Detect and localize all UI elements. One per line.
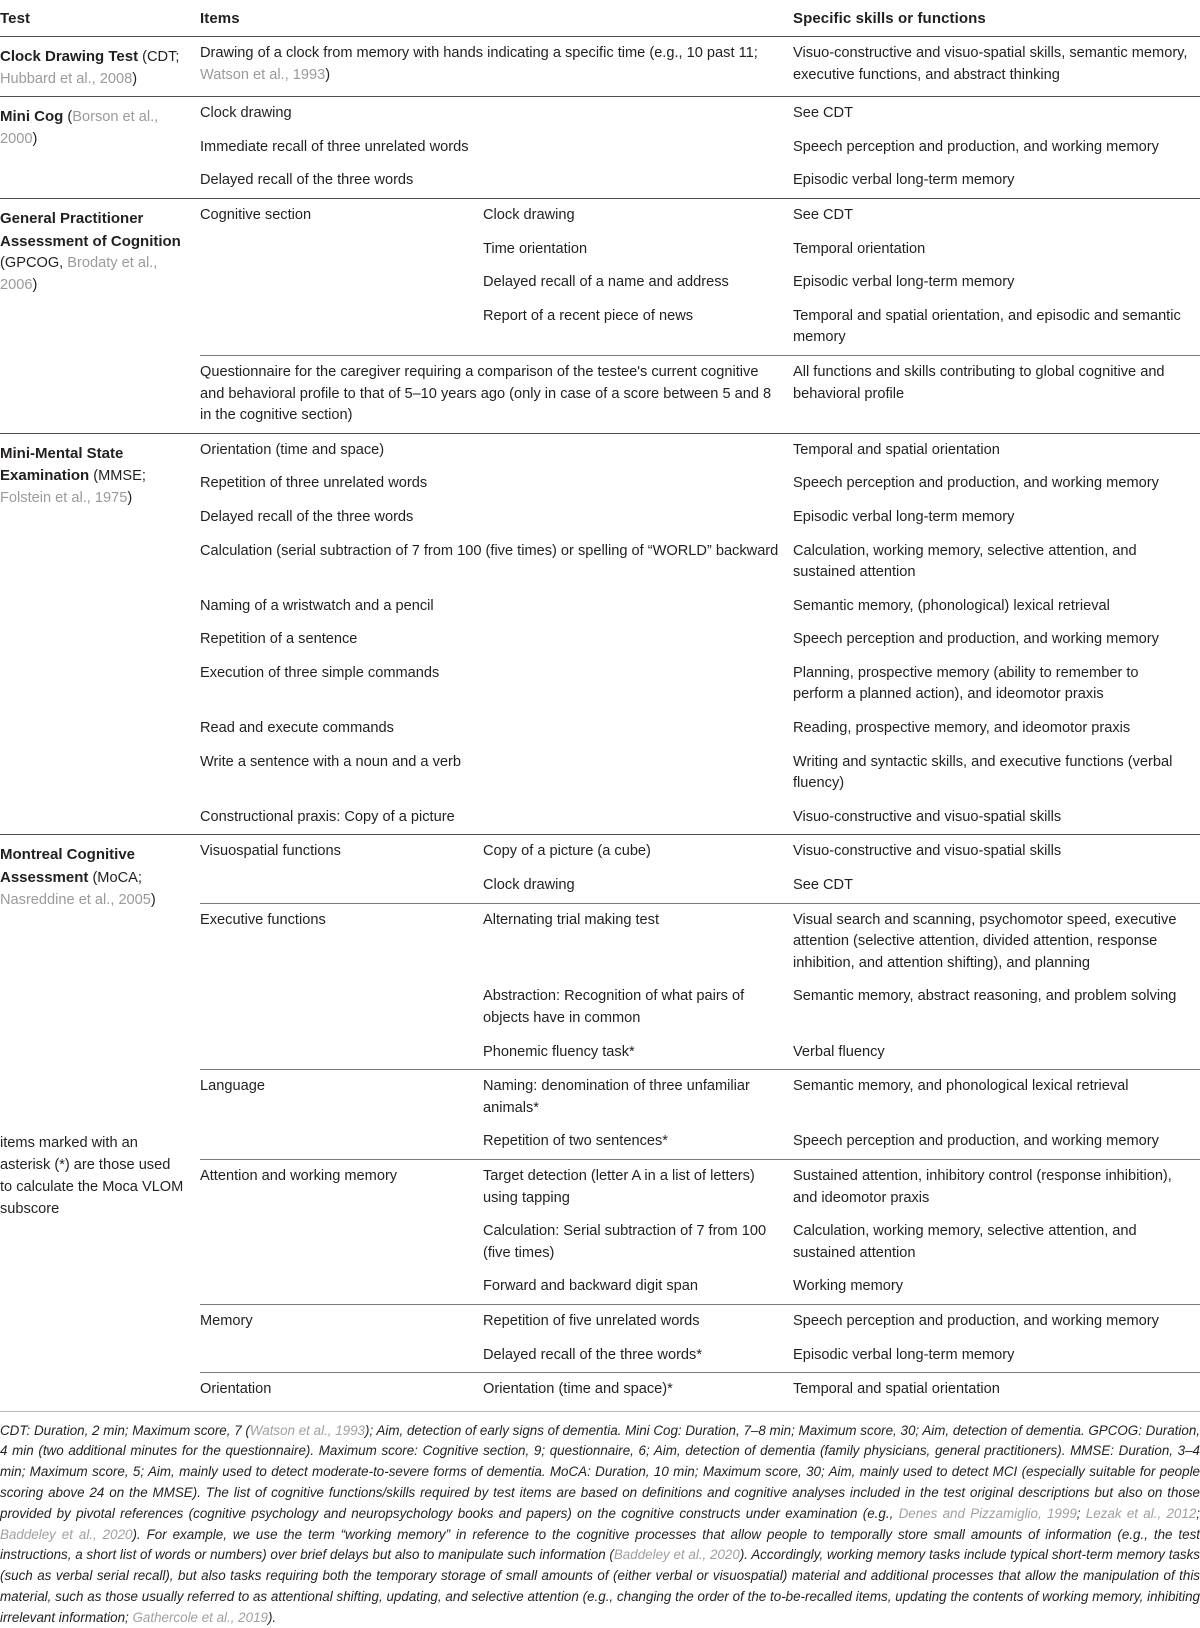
skill-cell: Working memory <box>793 1278 904 1295</box>
test-abbreviation: (CDT; <box>138 49 180 65</box>
table-footnote <box>0 1421 1200 1628</box>
skill-cell: Calculation, working memory, selective attention, and sustained attention <box>793 542 1137 581</box>
item-cell: Naming of a wristwatch and a pencil <box>200 597 434 614</box>
test-citation-close: ) <box>127 489 133 506</box>
footnote-citation: Denes and Pizzamiglio, 1999 <box>898 1505 1077 1521</box>
skill-cell: Visuo-constructive and visuo-spatial skills <box>793 808 1062 825</box>
column-header-items: Items <box>200 10 240 27</box>
item-group-label: Attention and working memory <box>200 1159 483 1304</box>
item-cell: Immediate recall of three unrelated words <box>200 138 469 155</box>
table-row <box>0 433 1200 467</box>
test-name: Montreal Cognitive Assessment <box>0 846 136 887</box>
item-group-label: Language <box>200 1070 483 1160</box>
sub-item-cell: Calculation: Serial subtraction of 7 from 100 (five times) <box>483 1223 767 1261</box>
test-citation-close: ) <box>150 891 156 908</box>
footnote-text: CDT: Duration, 2 min; Maximum score, 7 ( <box>0 1422 250 1438</box>
skill-cell: Reading, prospective memory, and ideomotor praxis <box>793 720 1131 737</box>
skill-cell: Temporal and spatial orientation <box>793 1373 1200 1407</box>
item-citation-close: ) <box>325 66 331 83</box>
sub-item-cell: Repetition of five unrelated words <box>483 1304 793 1338</box>
skill-cell: Visuo-constructive and visuo-spatial skills, semantic memory, executive functions, and abstract thinking <box>793 37 1200 97</box>
item-cell: Delayed recall of the three words <box>200 172 414 189</box>
skill-cell: Speech perception and production, and working memory <box>793 138 1159 155</box>
item-cell: Read and execute commands <box>200 720 394 737</box>
test-citation: Hubbard et al., 2008 <box>0 70 133 87</box>
sub-item-cell: Clock drawing <box>483 198 793 232</box>
test-name: Clock Drawing Test <box>0 48 139 65</box>
item-cell: Delayed recall of the three words <box>200 508 414 525</box>
table-body <box>0 37 1200 1407</box>
test-citation: Folstein et al., 1975 <box>0 489 128 506</box>
item-cell: Repetition of a sentence <box>200 631 358 648</box>
skill-cell: Episodic verbal long-term memory <box>793 1346 1015 1363</box>
test-citation: Borson et al., 2000 <box>0 109 159 147</box>
skill-cell: See CDT <box>793 198 1200 232</box>
footnote-text: ; <box>1196 1505 1200 1521</box>
sub-item-cell: Phonemic fluency task* <box>483 1043 635 1060</box>
skill-cell: Verbal fluency <box>793 1043 885 1060</box>
sub-item-cell: Delayed recall of a name and address <box>483 274 729 291</box>
skill-cell: Episodic verbal long-term memory <box>793 274 1015 291</box>
test-citation: Brodaty et al., 2006 <box>0 255 158 293</box>
sub-item-cell: Target detection (letter A in a list of letters) using tapping <box>483 1159 793 1215</box>
skill-cell: Planning, prospective memory (ability to remember to perform a planned action), and ideomotor praxis <box>793 664 1139 703</box>
item-group-label: Executive functions <box>200 903 483 1070</box>
sub-item-cell: Repetition of two sentences* <box>483 1133 668 1150</box>
sub-item-cell: Clock drawing <box>483 877 575 894</box>
test-name: Mini-Mental State Examination <box>0 444 124 485</box>
skill-cell: Temporal orientation <box>793 240 926 257</box>
test-name-cell <box>0 37 200 97</box>
item-group-label: Cognitive section <box>200 198 483 355</box>
test-name: General Practitioner Assessment of Cognition <box>0 209 181 250</box>
sub-item-cell: Report of a recent piece of news <box>483 307 694 324</box>
skill-cell: Episodic verbal long-term memory <box>793 172 1015 189</box>
skill-cell: Episodic verbal long-term memory <box>793 508 1015 525</box>
item-citation: Watson et al., 1993 <box>200 66 326 83</box>
test-abbreviation: (MMSE; <box>89 468 146 485</box>
item-cell: Constructional praxis: Copy of a picture <box>200 808 455 825</box>
test-citation: Nasreddine et al., 2005 <box>0 891 151 908</box>
footnote-citation: Gathercole et al., 2019 <box>132 1609 268 1625</box>
skill-cell: See CDT <box>793 97 1200 131</box>
skill-cell: Semantic memory, (phonological) lexical retrieval <box>793 597 1110 614</box>
test-abbreviation: ( <box>63 109 73 126</box>
sub-item-cell: Naming: denomination of three unfamiliar animals* <box>483 1070 793 1126</box>
test-name: Mini Cog <box>0 108 64 126</box>
item-cell <box>200 37 793 97</box>
table-row <box>0 37 1200 97</box>
sub-item-cell: Forward and backward digit span <box>483 1278 698 1295</box>
item-cell: Clock drawing <box>200 97 793 131</box>
test-name-cell <box>0 198 200 433</box>
test-citation-close: ) <box>32 276 38 293</box>
sub-item-cell: Time orientation <box>483 240 588 257</box>
skill-cell: Visual search and scanning, psychomotor speed, executive attention (selective attention, divided attention, response inhibition, and attention shifting), and planning <box>793 903 1200 980</box>
footnote-citation: Baddeley et al., 2020 <box>0 1526 133 1542</box>
test-abbreviation: (MoCA; <box>88 870 142 887</box>
skill-cell: Speech perception and production, and working memory <box>793 631 1159 648</box>
table-row <box>0 835 1200 869</box>
test-abbreviation: (GPCOG, <box>0 255 68 272</box>
skill-cell: Temporal and spatial orientation <box>793 433 1200 467</box>
skill-cell: Sustained attention, inhibitory control (response inhibition), and ideomotor praxis <box>793 1159 1200 1215</box>
table-row <box>0 198 1200 232</box>
sub-item-cell: Orientation (time and space)* <box>483 1373 793 1407</box>
skill-cell: Semantic memory, and phonological lexical retrieval <box>793 1070 1200 1126</box>
sub-item-cell: Alternating trial making test <box>483 903 793 980</box>
sub-item-cell: Delayed recall of the three words* <box>483 1346 703 1363</box>
footnote-text: ). Accordingly, working memory tasks include typical short-term memory tasks (such as verbal serial recall), but also tasks requiring both the temporary storage of small amounts of (either verbal or visuospatial) material and additional processes that allow the manipulation of this material, such as those usually referred to as attentional shifting, updating, and selective attention (e.g., changing the order of the to-be-recalled items, updating the contents of working memory, inhibiting irrelevant information; <box>0 1547 1200 1625</box>
skill-cell: Writing and syntactic skills, and executive functions (verbal fluency) <box>793 753 1173 792</box>
asterisk-note: items marked with an asterisk (*) are those used to calculate the Moca VLOM subscore <box>0 1135 184 1217</box>
sub-item-cell: Abstraction: Recognition of what pairs of objects have in common <box>483 988 745 1026</box>
item-cell: Execution of three simple commands <box>200 664 440 681</box>
table-header <box>0 0 1200 37</box>
item-group-label: Memory <box>200 1304 483 1372</box>
item-text: Drawing of a clock from memory with hands indicating a specific time (e.g., 10 past 11; <box>200 45 758 61</box>
item-cell: Calculation (serial subtraction of 7 from 100 (five times) or spelling of “WORLD” backward <box>200 542 779 559</box>
test-citation-close: ) <box>132 70 138 87</box>
skill-cell: Temporal and spatial orientation, and episodic and semantic memory <box>793 307 1181 346</box>
footnote-text: ); Aim, detection of early signs of dementia. Mini Cog: Duration, 7–8 min; Maximum score, 30; Aim, detection of dementia. GPCOG: Duration, 4 min (two additional minutes for the questionnaire). Maximum score: Cognitive section, 9; questionnaire, 6; Aim, detection of dementia (family physicians, general practitioners). MMSE: Duration, 3–4 min; Maximum score, 5; Aim, mainly used to detect moderate-to-severe forms of dementia. MoCA: Duration, 10 min; Maximum score, 30; Aim, mainly used to detect MCI (especially suitable for people scoring above 24 on the MMSE). The list of cognitive functions/skills required by test items are based on definitions and cognitive analyses included in the test original descriptions but also on those provided by pivotal references (cognitive psychology and neuropsychology books and papers) on the cognitive constructs under examination (e.g., <box>0 1422 1200 1521</box>
item-cell: Repetition of three unrelated words <box>200 475 428 492</box>
footnote-text: ). For example, we use the term “working memory” in reference to the cognitive processes that allow people to temporally store small amounts of information (e.g., the test instructions, a short list of words or numbers) over brief delays but also to manipulate such information ( <box>0 1526 1200 1563</box>
skill-cell: Speech perception and production, and working memory <box>793 1304 1200 1338</box>
skill-cell: Semantic memory, abstract reasoning, and problem solving <box>793 988 1177 1005</box>
item-cell: Write a sentence with a noun and a verb <box>200 753 461 770</box>
item-group-label: Orientation <box>200 1373 483 1407</box>
item-cell: Orientation (time and space) <box>200 433 793 467</box>
test-name-cell <box>0 97 200 199</box>
footnote-citation: Baddeley et al., 2020 <box>613 1547 740 1563</box>
footnote-section <box>0 1411 1200 1628</box>
test-citation-close: ) <box>32 130 38 147</box>
skill-cell: Speech perception and production, and working memory <box>793 475 1159 492</box>
skill-cell: See CDT <box>793 877 854 894</box>
skill-cell: Visuo-constructive and visuo-spatial skills <box>793 835 1200 869</box>
table-row <box>0 97 1200 131</box>
test-name-cell <box>0 433 200 835</box>
column-header-skills: Specific skills or functions <box>793 10 986 27</box>
item-group-label: Visuospatial functions <box>200 835 483 903</box>
footnote-citation: Watson et al., 1993 <box>249 1422 366 1438</box>
test-name-cell <box>0 835 200 1407</box>
item-cell: Questionnaire for the caregiver requiring a comparison of the testee's current cognitive and behavioral profile to that of 5–10 years ago (only in case of a score between 5 and 8 in the cognitive section) <box>200 355 793 433</box>
skill-cell: Calculation, working memory, selective attention, and sustained attention <box>793 1223 1137 1261</box>
skill-cell: Speech perception and production, and working memory <box>793 1133 1159 1150</box>
footnote-citation: Lezak et al., 2012 <box>1085 1505 1197 1521</box>
column-header-test: Test <box>0 10 31 27</box>
sub-item-cell: Copy of a picture (a cube) <box>483 835 793 869</box>
skill-cell: All functions and skills contributing to global cognitive and behavioral profile <box>793 355 1200 433</box>
footnote-text: ). <box>267 1609 277 1625</box>
footnote-text: ; <box>1076 1505 1086 1521</box>
